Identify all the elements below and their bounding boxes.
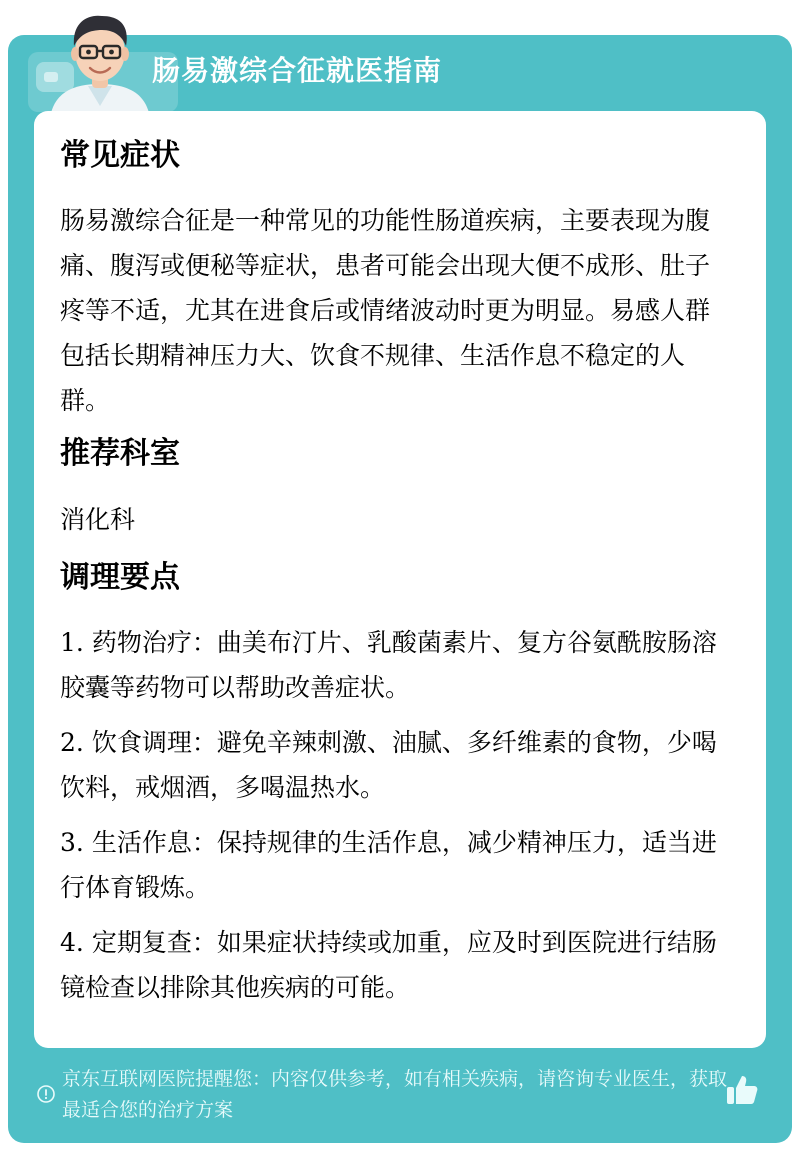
- symptoms-text: 肠易激综合征是一种常见的功能性肠道疾病，主要表现为腹痛、腹泻或便秘等症状，患者可能会出现大便不成形、肚子疼等不适，尤其在进食后或情绪波动时更为明显。易感人群包括长期精神压力大、饮食不规律、生活作息不稳定的人群。: [60, 206, 711, 415]
- care-item-number: 2.: [60, 728, 84, 757]
- care-item: [60, 920, 728, 1010]
- care-item-number: 3.: [60, 828, 84, 857]
- care-item-text: 饮食调理：避免辛辣刺激、油腻、多纤维素的食物，少喝饮料，戒烟酒，多喝温热水。: [60, 728, 717, 802]
- section-title-care: 调理要点: [60, 560, 180, 595]
- care-item-text: 生活作息：保持规律的生活作息，减少精神压力，适当进行体育锻炼。: [60, 828, 717, 902]
- info-circle-icon: [36, 1084, 56, 1104]
- care-item-text: 药物治疗：曲美布汀片、乳酸菌素片、复方谷氨酰胺肠溶胶囊等药物可以帮助改善症状。: [60, 628, 717, 702]
- page-title: 肠易激综合征就医指南: [152, 54, 443, 87]
- section-title-symptoms: 常见症状: [60, 138, 180, 173]
- thumbs-up-icon[interactable]: [724, 1072, 760, 1108]
- section-title-department: 推荐科室: [60, 436, 180, 471]
- doctor-avatar: [44, 6, 156, 118]
- department-text: 消化科: [60, 505, 136, 534]
- disclaimer-text: 京东互联网医院提醒您：内容仅供参考，如有相关疾病，请咨询专业医生，获取最适合您的治疗方案: [62, 1068, 728, 1121]
- care-item: [60, 820, 728, 910]
- care-item-number: 4.: [60, 928, 84, 957]
- care-item-text: 定期复查：如果症状持续或加重，应及时到医院进行结肠镜检查以排除其他疾病的可能。: [60, 928, 717, 1002]
- care-item: [60, 720, 728, 810]
- care-item: [60, 620, 728, 710]
- care-item-number: 1.: [60, 628, 84, 657]
